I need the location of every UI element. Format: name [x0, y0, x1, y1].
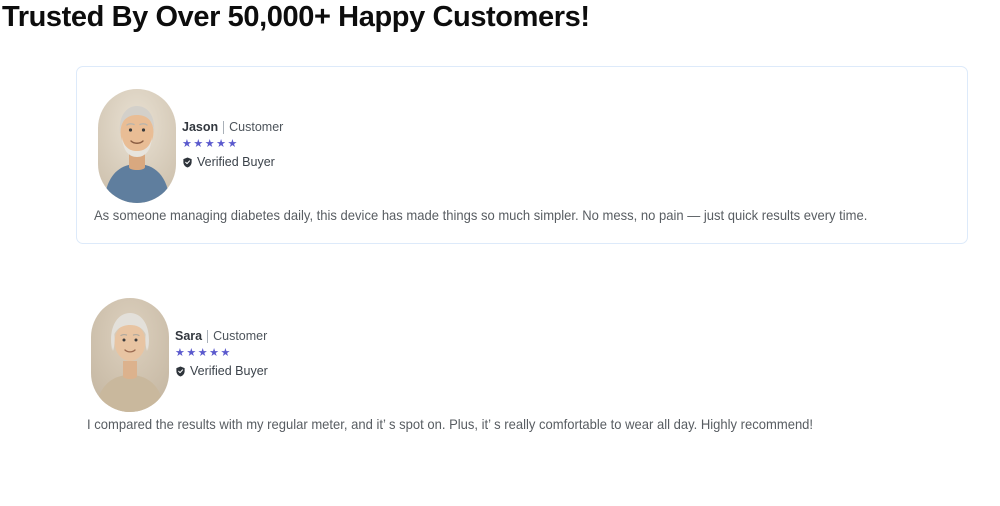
review-text: As someone managing diabetes daily, this device has made things so much simpler. No mess, no pain — just quick results every time. — [94, 207, 868, 223]
section-title: Trusted By Over 50,000+ Happy Customers! — [2, 1, 590, 33]
star-rating: ★★★★★ — [182, 137, 239, 150]
verified-buyer-badge — [182, 155, 283, 169]
customer-name: Jason — [182, 120, 219, 134]
customer-name-row — [182, 120, 283, 135]
shield-check-icon — [175, 365, 186, 378]
verified-buyer-label: Verified Buyer — [197, 155, 275, 169]
avatar-sara-photo — [91, 298, 169, 412]
avatar-jason — [98, 89, 176, 203]
avatar-jason-photo — [98, 89, 176, 203]
verified-buyer-label: Verified Buyer — [190, 364, 268, 378]
customer-meta — [175, 329, 268, 378]
testimonial-card-jason — [76, 66, 968, 244]
avatar-sara — [91, 298, 169, 412]
testimonial-card-sara — [70, 276, 962, 454]
customer-meta — [182, 120, 283, 169]
shield-check-icon — [182, 156, 193, 169]
customer-role: Customer — [213, 329, 268, 343]
star-rating: ★★★★★ — [175, 346, 232, 359]
name-role-divider — [223, 121, 224, 134]
customer-role: Customer — [229, 120, 284, 134]
review-text: I compared the results with my regular meter, and it’ s spot on. Plus, it’ s really comfortable to wear all day. Highly recommend! — [87, 416, 814, 432]
verified-buyer-badge — [175, 364, 268, 378]
customer-name-row — [175, 329, 268, 344]
customer-name: Sara — [175, 329, 203, 343]
name-role-divider — [207, 330, 208, 343]
